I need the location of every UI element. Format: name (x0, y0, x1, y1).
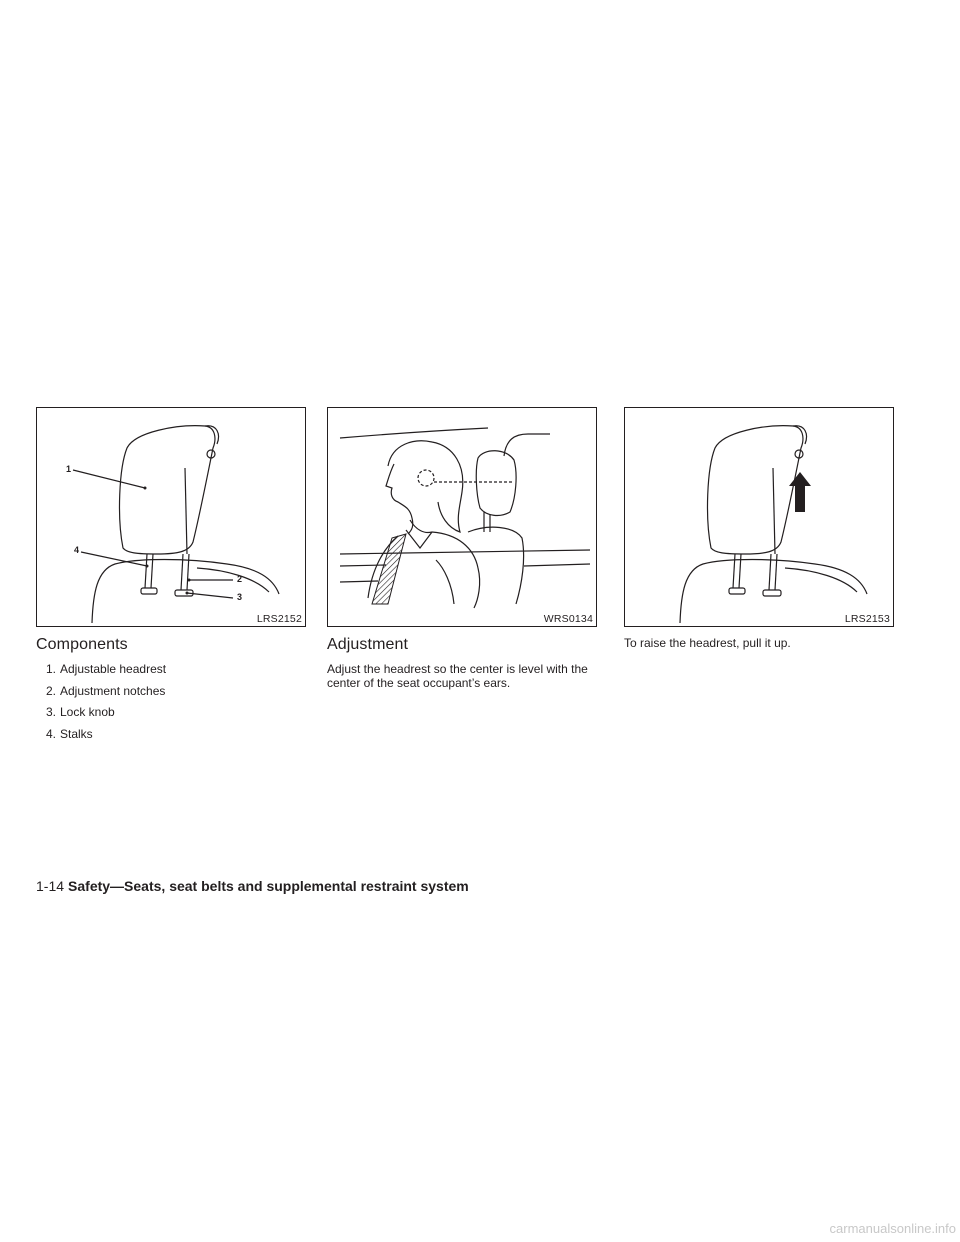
components-heading: Components (36, 636, 128, 653)
adjustment-heading: Adjustment (327, 636, 409, 653)
figure-adjustment (327, 407, 597, 627)
list-item: 2. Adjustment notches (45, 683, 166, 698)
figure-code: WRS0134 (543, 613, 593, 625)
headrest-components-illustration (37, 408, 306, 627)
list-item: 4. Stalks (45, 727, 93, 742)
occupant-headrest-illustration (328, 408, 597, 627)
callout-4: 4 (74, 545, 80, 555)
raise-text: To raise the headrest, pull it up. (624, 636, 791, 650)
watermark: carmanualsonline.info (829, 1221, 956, 1236)
callout-2: 2 (237, 574, 243, 584)
list-item: 3. Lock knob (45, 705, 115, 720)
page-number: 1-14 (36, 878, 65, 894)
figure-code: LRS2153 (844, 613, 890, 625)
adjustment-text: Adjust the headrest so the center is level with the center of the seat occupant’s ears. (327, 662, 588, 690)
callout-3: 3 (237, 592, 243, 602)
figure-raise-headrest (624, 407, 894, 627)
section-title: Safety—Seats, seat belts and supplemental restraint system (68, 878, 469, 894)
components-list (42, 662, 166, 749)
callout-1: 1 (66, 464, 72, 474)
page-footer (36, 878, 469, 894)
list-item: 1. Adjustable headrest (45, 662, 167, 676)
raise-headrest-illustration (625, 408, 894, 627)
figure-components (36, 407, 306, 627)
figure-code: LRS2152 (256, 613, 302, 625)
